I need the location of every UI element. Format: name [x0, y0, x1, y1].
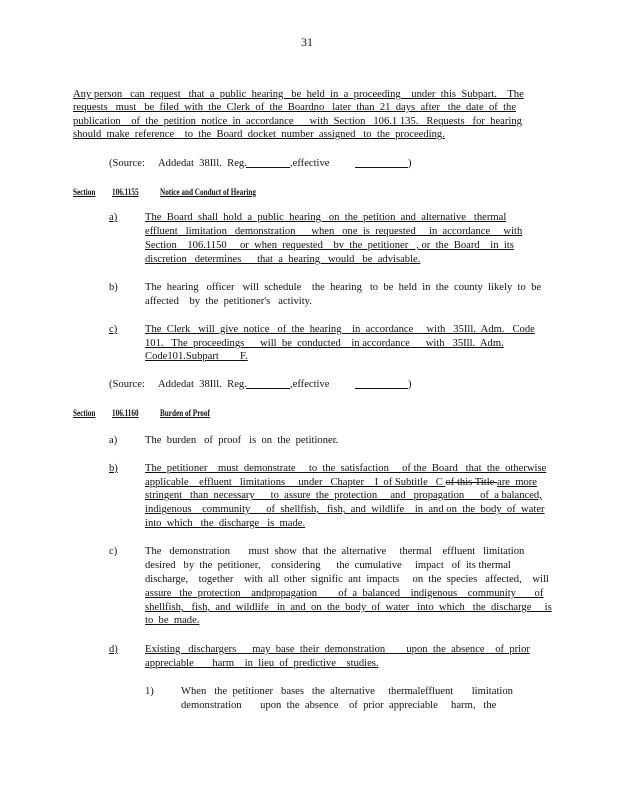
item-line: The Board shall hold a public hearing on the petition and alternative thermal	[145, 212, 507, 223]
item-line: The burden of proof is on the petitioner.	[145, 435, 339, 446]
source-close: )	[408, 158, 412, 169]
item-line: into which the discharge is made.	[145, 518, 306, 529]
section-label: Section	[73, 408, 96, 418]
intro-line: should make reference to the Board docket number assigned to the proceeding.	[73, 129, 445, 140]
intro-line: publication of the petition notice in accordance with Section 106.1 135. Requests for hearing	[73, 116, 522, 127]
source-label: (Source:	[109, 158, 145, 169]
section-title: Notice and Conduct of Hearing	[160, 187, 256, 197]
item-line: indigenous community of shellfish, fish, and wildlife in and on the body of water	[145, 504, 545, 515]
item-line: demonstration upon the absence of prior appreciable harm, the	[181, 700, 497, 711]
item-line: discharge, together with all other signific ant impacts on the species affected, will	[145, 574, 549, 585]
source-effective: ,effective	[290, 158, 330, 169]
section-title: Burden of Proof	[160, 408, 210, 418]
item-line: effluent limitation demonstration when one is requested in accordance with	[145, 226, 523, 237]
item-line: The Clerk will give notice of the hearing in accordance with 35Ill. Adm. Code	[145, 324, 535, 335]
section-number: 106.1155	[112, 187, 139, 197]
item-line: 101. The proceedings will be conducted in accordance with 35Ill. Adm.	[145, 338, 504, 349]
blank-line	[246, 157, 290, 168]
item-line: The demonstration must show that the alternative thermal effluent limitation	[145, 546, 525, 557]
item-label: d)	[109, 644, 118, 655]
item-line: affected by the petitioner's activity.	[145, 296, 312, 307]
item-label: a)	[109, 212, 118, 223]
source-close: )	[408, 379, 412, 390]
blank-line	[246, 378, 290, 389]
item-label: c)	[109, 546, 118, 557]
page-number: 31	[301, 35, 313, 49]
item-line: desired by the petitioner, considering the cumulative impact of its thermal	[145, 560, 511, 571]
item-line: stringent than necessary to assure the protection and propagation of a balanced,	[145, 490, 542, 501]
item-line-text: are more	[497, 477, 538, 488]
item-line: Section 106.1150 or when requested bv the petitioner , or the Board in its	[145, 240, 514, 251]
item-line	[145, 476, 537, 489]
item-line: The hearing officer will schedule the hearing to be held in the county likely to be	[145, 282, 542, 293]
struck-text: of this Title	[445, 477, 498, 488]
item-line: appreciable harm in lieu of predictive studies.	[145, 658, 379, 669]
source-added: Addedat 38Ill. Reg.	[158, 158, 247, 169]
item-line: discretion determines that a hearing would be advisable.	[145, 254, 421, 265]
item-line: to be made.	[145, 615, 200, 626]
item-line: When the petitioner bases the alternative thermaleffluent limitation	[181, 686, 513, 697]
item-label: b)	[109, 282, 118, 293]
blank-line	[355, 157, 408, 168]
item-line: Existing dischargers may base their demonstration upon the absence of prior	[145, 644, 530, 655]
source-label: (Source:	[109, 379, 145, 390]
source-added: Addedat 38Ill. Reg.	[158, 379, 247, 390]
item-line: Code101.Subpart F.	[145, 351, 248, 362]
item-line-text: applicable effluent limitations under Chapter I of Subtitle C	[145, 477, 446, 488]
item-line: shellfish, fish, and wildlife in and on the body of water into which the discharge is	[145, 602, 552, 613]
item-label: a)	[109, 435, 118, 446]
blank-line	[355, 378, 408, 389]
item-line: assure the protection andpropagation of a balanced indigenous community of	[145, 588, 544, 599]
section-number: 106.1160	[112, 408, 139, 418]
section-label: Section	[73, 187, 96, 197]
item-label: b)	[109, 463, 118, 474]
intro-line: Any person can request that a public hearing be held in a proceeding under this Subpart. The	[73, 89, 524, 100]
item-line: The petitioner must demonstrate to the satisfaction of the Board that the otherwise	[145, 463, 547, 474]
intro-line: requests must be filed with the Clerk of the Boardno later than 21 days after the date of the	[73, 102, 517, 113]
item-label: c)	[109, 324, 118, 335]
source-effective: ,effective	[290, 379, 330, 390]
item-label: 1)	[145, 686, 154, 697]
